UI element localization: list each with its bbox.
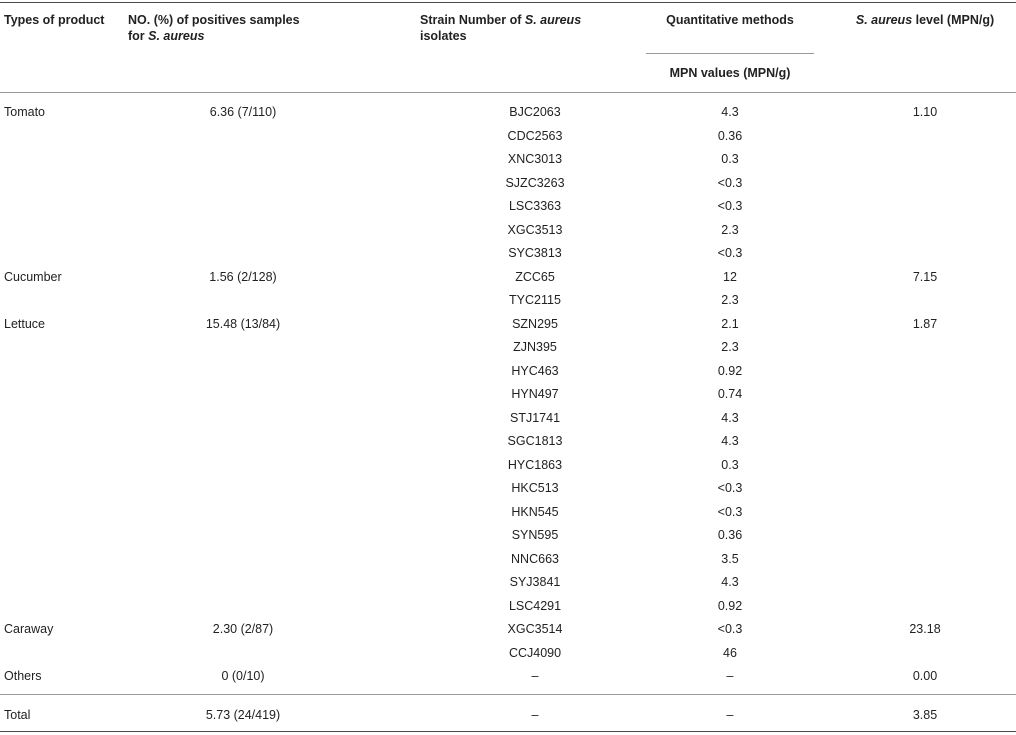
cell-mpn: 0.3	[721, 152, 739, 166]
header-mpn-values: MPN values (MPN/g)	[669, 66, 791, 80]
total-top-rule	[0, 694, 1016, 695]
cell-mpn: 4.3	[721, 575, 739, 589]
header-strain	[420, 12, 581, 44]
cell-strain: SYC3813	[508, 246, 562, 260]
cell-strain: HKN545	[511, 505, 559, 519]
cell-mpn: 4.3	[721, 434, 739, 448]
cell-strain: –	[531, 669, 539, 683]
cell-mpn: 0.3	[721, 458, 739, 472]
cell-level: 1.87	[912, 317, 938, 331]
header-strain-line2: isolates	[420, 29, 467, 43]
cell-mpn: <0.3	[717, 622, 743, 636]
cell-strain: XGC3514	[507, 622, 563, 636]
cell-positives: 6.36 (7/110)	[209, 105, 277, 119]
cell-mpn: 2.3	[721, 223, 739, 237]
cell-strain: SYN595	[511, 528, 559, 542]
cell-positives: 0 (0/10)	[221, 669, 265, 683]
cell-mpn: 4.3	[721, 105, 739, 119]
cell-level: 23.18	[909, 622, 941, 636]
cell-strain: HYC463	[511, 364, 559, 378]
cell-mpn: 0.36	[717, 129, 743, 143]
header-strain-prefix: Strain Number of	[420, 13, 525, 27]
header-level-suffix: level (MPN/g)	[912, 13, 995, 27]
total-level: 3.85	[912, 708, 938, 722]
cell-mpn: 2.1	[721, 317, 739, 331]
cell-product: Lettuce	[4, 317, 46, 331]
cell-mpn: 3.5	[721, 552, 739, 566]
cell-mpn: 2.3	[721, 293, 739, 307]
cell-level: 0.00	[912, 669, 938, 683]
header-types-of-product: Types of product	[4, 13, 105, 27]
cell-strain: ZJN395	[513, 340, 557, 354]
header-bottom-rule	[0, 92, 1016, 93]
cell-strain: TYC2115	[509, 293, 561, 307]
cell-strain: BJC2063	[509, 105, 561, 119]
header-strain-species: S. aureus	[524, 13, 582, 27]
cell-mpn: 0.36	[717, 528, 743, 542]
cell-strain: LSC3363	[508, 199, 562, 213]
cell-strain: NNC663	[511, 552, 559, 566]
header-positives-species: S. aureus	[148, 29, 205, 43]
total-positives: 5.73 (24/419)	[205, 708, 281, 722]
total-strain: –	[531, 708, 539, 722]
cell-strain: HYC1863	[507, 458, 563, 472]
cell-strain: SYJ3841	[509, 575, 561, 589]
cell-strain: CDC2563	[507, 129, 563, 143]
cell-level: 1.10	[912, 105, 938, 119]
bottom-rule	[0, 731, 1016, 732]
header-subrule	[646, 53, 814, 54]
cell-product: Cucumber	[4, 270, 62, 284]
cell-strain: HYN497	[511, 387, 559, 401]
cell-strain: ZCC65	[515, 270, 555, 284]
cell-mpn: 0.74	[717, 387, 743, 401]
cell-strain: HKC513	[511, 481, 559, 495]
header-positives-prefix: for	[128, 29, 149, 43]
header-level	[845, 12, 1005, 28]
cell-mpn: –	[726, 669, 734, 683]
header-positives	[128, 12, 300, 44]
cell-mpn: 2.3	[721, 340, 739, 354]
cell-mpn: <0.3	[717, 199, 743, 213]
cell-strain: SGC1813	[507, 434, 563, 448]
cell-mpn: 46	[723, 646, 737, 660]
cell-strain: XNC3013	[507, 152, 563, 166]
cell-strain: LSC4291	[508, 599, 562, 613]
cell-mpn: 12	[723, 270, 737, 284]
cell-strain: SJZC3263	[505, 176, 565, 190]
top-rule	[0, 2, 1016, 3]
header-positives-line1: NO. (%) of positives samples	[128, 13, 300, 27]
cell-mpn: <0.3	[717, 246, 743, 260]
cell-strain: SZN295	[512, 317, 558, 331]
cell-strain: STJ1741	[509, 411, 561, 425]
cell-mpn: 4.3	[721, 411, 739, 425]
cell-level: 7.15	[912, 270, 938, 284]
total-product: Total	[4, 708, 31, 722]
cell-positives: 15.48 (13/84)	[205, 317, 281, 331]
cell-mpn: <0.3	[717, 505, 743, 519]
cell-strain: XGC3513	[507, 223, 563, 237]
cell-mpn: 0.92	[717, 599, 743, 613]
cell-product: Caraway	[4, 622, 54, 636]
total-mpn: –	[726, 708, 734, 722]
cell-positives: 2.30 (2/87)	[212, 622, 274, 636]
header-quantitative-methods: Quantitative methods	[666, 13, 794, 27]
header-strain-line1	[420, 12, 581, 28]
cell-mpn: <0.3	[717, 481, 743, 495]
cell-mpn: 0.92	[717, 364, 743, 378]
cell-mpn: <0.3	[717, 176, 743, 190]
header-level-species: S. aureus	[855, 13, 913, 27]
cell-product: Tomato	[4, 105, 45, 119]
cell-strain: CCJ4090	[508, 646, 562, 660]
header-positives-line2	[128, 28, 300, 44]
cell-product: Others	[4, 669, 42, 683]
cell-positives: 1.56 (2/128)	[209, 270, 277, 284]
